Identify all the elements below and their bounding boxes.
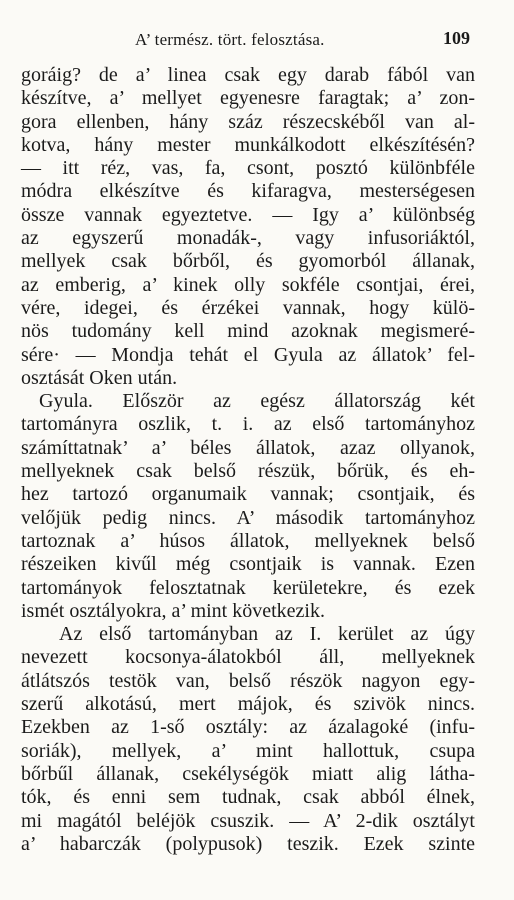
text-line: mi magától beléjök csuszik. — A’ 2-dik osztályt xyxy=(21,809,475,832)
text-line: átlátszós testök van, belső részök nagyon egy- xyxy=(21,669,475,692)
text-line: goráig? de a’ linea csak egy darab fából van xyxy=(21,64,475,86)
text-line: Az első tartományban az I. kerület az úgy xyxy=(59,623,475,646)
text-line: számíttatnak’ a’ béles állatok, azaz ollyanok, xyxy=(21,436,475,459)
text-line: mellyek csak bőrből, és gyomorból állanak, xyxy=(21,250,475,273)
text-line: hez tartozó organumaik vannak; csontjaik, és xyxy=(21,483,475,506)
body-text xyxy=(21,64,475,856)
text-line: készítve, a’ mellyet egyenesre faragtak; a’ zon- xyxy=(21,87,475,110)
text-line: tartományok felosztatnak kerületekre, és ezek xyxy=(21,576,475,599)
page-header xyxy=(0,22,514,48)
text-line: mellyeknek csak belső részük, bőrük, és eh- xyxy=(21,460,475,483)
text-line: Ezekben az 1-ső osztály: az ázalagoké (infu- xyxy=(21,716,475,739)
text-line: ismét osztályokra, a’ mint következik. xyxy=(21,599,325,622)
text-line: az egyszerű monadák-, vagy infusoriáktól, xyxy=(21,227,475,250)
running-head: A’ termész. tört. felosztása. xyxy=(135,30,325,49)
text-line: osztását Oken után. xyxy=(21,366,178,389)
text-line: tók, és enni sem tudnak, csak abból élnek, xyxy=(21,786,475,809)
text-line: vére, idegei, és érzékei vannak, hogy külö- xyxy=(21,296,475,319)
text-line: össze vannak egyeztetve. — Igy a’ különbség xyxy=(21,203,475,226)
text-line: tartományra oszlik, t. i. az első tartományhoz xyxy=(21,413,475,436)
page-number: 109 xyxy=(443,28,470,48)
text-line: gora ellenben, hány száz részecskéből van al- xyxy=(21,110,475,133)
text-line: részeiken kivűl még csontjaik is vannak. Ezen xyxy=(21,553,475,576)
text-line: szerű alkotású, mert májok, és szivök nincs. xyxy=(21,693,475,716)
text-line: velőjük pedig nincs. A’ második tartományhoz xyxy=(21,506,475,529)
text-line: az emberig, a’ kinek olly sokféle csontjai, érei, xyxy=(21,273,475,296)
text-line: sére· — Mondja tehát el Gyula az állatok’ fel- xyxy=(21,343,475,366)
text-line: soriák), mellyek, a’ mint hallottuk, csupa xyxy=(21,739,475,762)
text-line: a’ habarczák (polypusok) teszik. Ezek szinte xyxy=(21,832,475,855)
text-line: tartoznak a’ húsos állatok, mellyeknek belső xyxy=(21,529,475,552)
text-line: kotva, hány mester munkálkodott elkészítésén? xyxy=(21,133,475,156)
text-line: nös tudomány kell mind azoknak megismeré- xyxy=(21,320,475,343)
text-line: Gyula. Először az egész állatország két xyxy=(39,390,475,413)
text-line: módra elkészítve és kifaragva, mesterségesen xyxy=(21,180,475,203)
text-line: nevezett kocsonya-álatokból áll, mellyeknek xyxy=(21,646,475,669)
text-line: — itt réz, vas, fa, csont, posztó különbféle xyxy=(21,157,475,180)
text-line: bőrbűl állanak, csekélységök miatt alig látha- xyxy=(21,762,475,785)
